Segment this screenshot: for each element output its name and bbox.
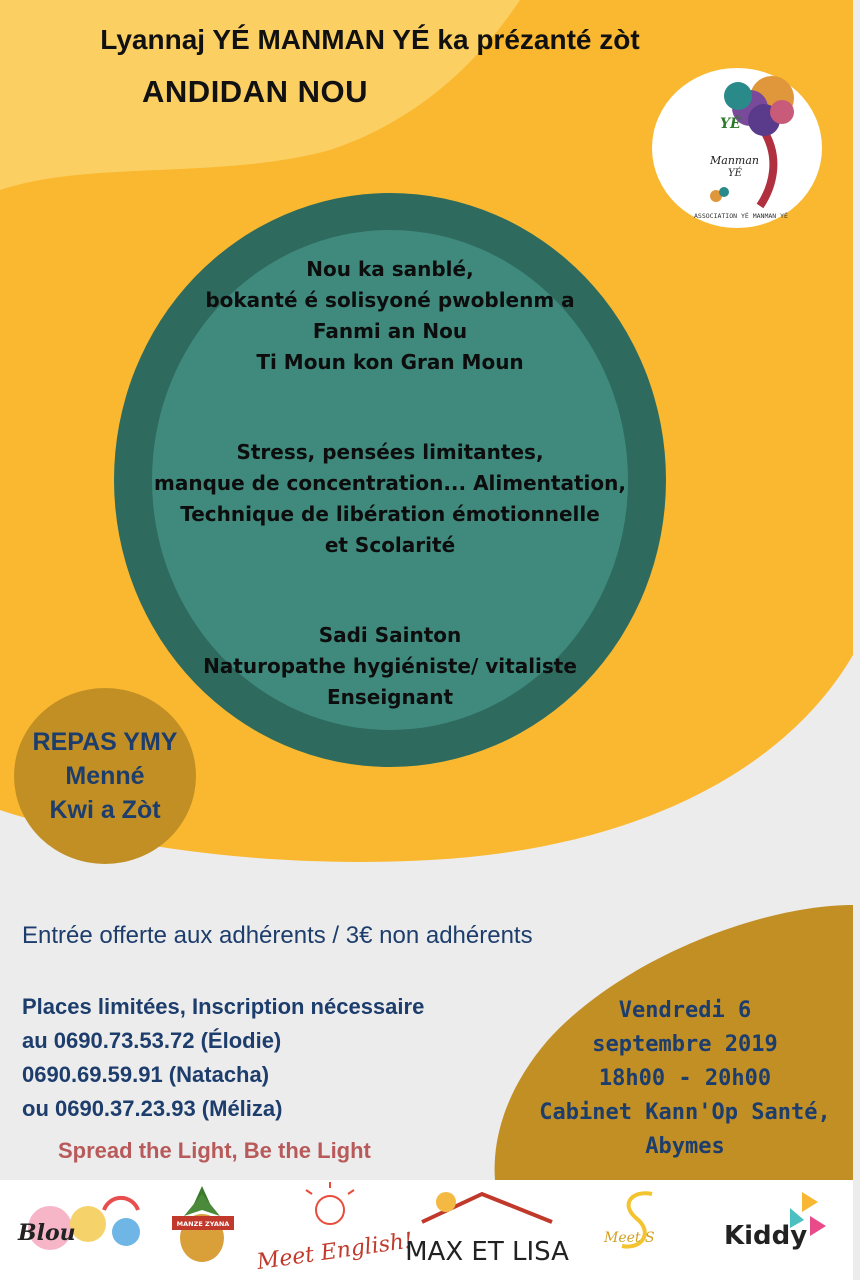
speaker-title: Naturopathe hygiéniste/ vitaliste (203, 654, 577, 678)
circle-topics-text (150, 437, 630, 561)
svg-text:Meet S: Meet S (604, 1230, 655, 1246)
speaker-role: Enseignant (326, 685, 454, 709)
meet-s-logo (592, 1180, 682, 1280)
association-logo (652, 68, 822, 228)
event-date: septembre 2019 (592, 1032, 778, 1057)
repas-line: Menné (65, 762, 145, 790)
svg-text:Manman: Manman (710, 154, 759, 167)
topic-line: et Scolarité (324, 533, 456, 557)
phone-elodie: au 0690.73.53.72 (Élodie) (22, 1028, 282, 1053)
svg-text:YÉ: YÉ (720, 116, 741, 132)
slogan: Spread the Light, Be the Light (58, 1138, 371, 1163)
svg-text:MAX ET LISA: MAX ET LISA (405, 1237, 569, 1267)
intro-line: Ti Moun kon Gran Moun (256, 350, 524, 374)
topic-line: manque de concentration... Alimentation, (154, 471, 626, 495)
blou-logo (8, 1180, 148, 1280)
phone-meliza: ou 0690.37.23.93 (Méliza) (22, 1096, 283, 1121)
intro-line: bokanté é solisyoné pwoblenm a (205, 288, 575, 312)
intro-line: Fanmi an Nou (312, 319, 468, 343)
pricing-text: Entrée offerte aux adhérents / 3€ non adhérents (22, 922, 533, 949)
kiddy-logo (718, 1180, 838, 1280)
registration-info (22, 990, 424, 1126)
max-et-lisa-logo (405, 1180, 569, 1280)
topic-line: Technique de libération émotionnelle (180, 502, 600, 526)
event-details (510, 994, 860, 1164)
svg-text:ASSOCIATION YÉ MANMAN YÉ: ASSOCIATION YÉ MANMAN YÉ (694, 212, 788, 220)
topic-line: Stress, pensées limitantes, (236, 440, 544, 464)
svg-text:YÉ: YÉ (728, 168, 742, 179)
intro-line: Nou ka sanblé, (306, 257, 474, 281)
event-time: 18h00 - 20h00 (598, 1066, 772, 1091)
svg-text:Blou: Blou (18, 1220, 76, 1246)
registration-title: Places limitées, Inscription nécessaire (22, 994, 425, 1019)
svg-text:MANZE ZYANA: MANZE ZYANA (176, 1220, 230, 1228)
repas-title: REPAS YMY (32, 728, 178, 756)
circle-speaker-text (150, 620, 630, 713)
repas-line: Kwi a Zòt (49, 796, 161, 824)
svg-text:Kiddy: Kiddy (724, 1221, 808, 1251)
header-subtitle: ANDIDAN NOU (142, 74, 368, 109)
tree-logo-icon (652, 68, 822, 228)
svg-text:Meet English!: Meet English! (255, 1228, 415, 1276)
event-place: Cabinet Kann'Op Santé, (539, 1100, 831, 1125)
event-city: Abymes (645, 1134, 725, 1159)
meet-english-logo (252, 1180, 415, 1280)
header-title: Lyannaj YÉ MANMAN YÉ ka prézanté zòt (100, 24, 640, 55)
phone-natacha: 0690.69.59.91 (Natacha) (22, 1062, 270, 1087)
speaker-name: Sadi Sainton (318, 623, 462, 647)
event-day: Vendredi 6 (618, 998, 752, 1023)
sponsors-strip (0, 1180, 853, 1280)
manze-zyana-logo (162, 1180, 244, 1280)
repas-badge (14, 688, 196, 864)
circle-intro-text (150, 254, 630, 378)
